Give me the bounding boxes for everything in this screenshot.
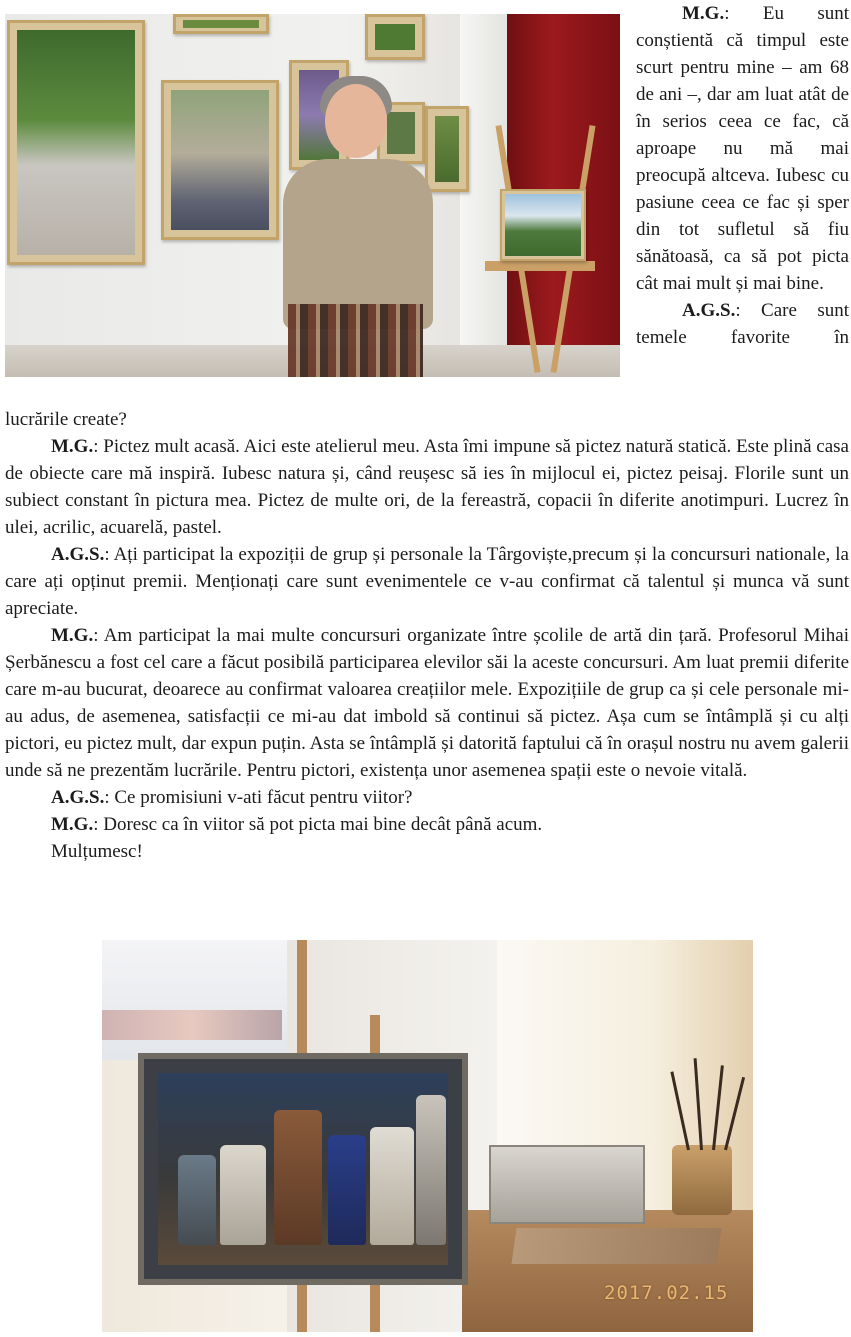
artist-skirt — [288, 304, 423, 377]
paragraph-text: : Pictez mult acasă. Aici este atelierul meu. Asta îmi impune să pictez natură statică. Este plină casa de obiecte care mă inspiră. Iubesc natura și, când reușesc să ies în mijlocul ei, pictez peisaj. Florile sunt un subiect constant în pictura mea. Pictez de multe ori, de la fereastră, copacii în diferite anotimpuri. Lucrez în ulei, acrilic, acuarelă, pastel. — [5, 436, 849, 538]
paint-box — [489, 1145, 645, 1224]
interview-paragraph — [5, 784, 849, 811]
paragraph-ags-question-1 — [636, 297, 849, 351]
painted-blue-bottle — [328, 1135, 366, 1245]
painted-bottle — [178, 1155, 216, 1245]
photo-studio-still-life — [102, 940, 753, 1332]
paragraph-text: : Am participat la mai multe concursuri organizate între școlile de artă din țară. Profesorul Mihai Șerbănescu a fost cel care a făcut posibilă participarea elevilor săi la aceste concursuri. Am luat premii diferite care m-au bucurat, deoarece au confirmat valoarea creațiilor mele. Expozițiile de grup ca și cele personale mi-au adus, de asemenea, satisfacții ce mi-au dat imbold să continui să pictez. Așa cum se întâmplă și cu alți pictori, eu pictez mult, dar expun puțin. Asta se întâmplă și datorită faptului că în orașul nostru nu avem galerii unde să ne prezentăm lucrările. Pentru pictori, existența unor asemenea spații este o nevoie vitală. — [5, 625, 849, 781]
speaker-initials: A.G.S. — [51, 544, 105, 565]
paragraph-text: : Doresc ca în viitor să pot picta mai bine decât până acum. — [93, 814, 543, 835]
easel-tray — [485, 261, 595, 271]
paragraph-text: : Ați participat la expoziții de grup și personale la Târgoviște,precum și la concursuri nationale, la care ați opținut premii. Menționați care sunt evenimentele ce v-au confirmat că talentul și munca vă sunt apreciate. — [5, 544, 849, 619]
speaker-initials: M.G. — [682, 3, 725, 24]
framed-painting-partial — [173, 14, 269, 34]
framed-painting-portrait — [7, 20, 145, 265]
framed-painting-stones — [161, 80, 279, 240]
easel-landscape-painting — [500, 189, 586, 261]
interview-paragraph — [5, 622, 849, 784]
photo-date-stamp: 2017.02.15 — [604, 1282, 729, 1304]
paint-palette — [511, 1228, 721, 1264]
painted-jar — [370, 1127, 414, 1245]
speaker-initials: A.G.S. — [51, 787, 105, 808]
interview-paragraph — [5, 541, 849, 622]
windowsill-objects — [102, 1010, 282, 1040]
painted-vase — [416, 1095, 446, 1245]
studio-window — [102, 940, 292, 1060]
paragraph-text: : Care sunt temele favorite în — [636, 300, 849, 348]
interview-paragraph — [5, 811, 849, 838]
speaker-initials: M.G. — [51, 625, 94, 646]
question-continuation: lucrările create? — [5, 409, 127, 430]
main-text-block — [5, 406, 849, 865]
paragraph-text: Mulțumesc! — [51, 841, 143, 862]
interview-paragraph — [5, 838, 849, 865]
framed-painting-narrow — [425, 106, 469, 192]
photo-artist-in-gallery — [5, 14, 620, 377]
paragraph-text: : Eu sunt conștientă că timpul este scurt pentru mine – am 68 de ani –, dar am luat atât de în serios ceea ce fac, că aproape nu mă mai preocupă altceva. Iubesc cu pasiune ceea ce fac și sper din tot sufletul să fiu sănătoasă, ca să pot picta cât mai mult și mai bine. — [636, 3, 849, 294]
paragraph-mg-answer-1 — [636, 0, 849, 297]
brush-jar — [672, 1145, 732, 1215]
side-column-text — [636, 0, 849, 351]
paragraph-text: : Ce promisiuni v-ati făcut pentru viitor? — [104, 787, 413, 808]
artist-face — [325, 84, 387, 158]
interview-paragraphs — [5, 433, 849, 865]
speaker-initials: M.G. — [51, 814, 94, 835]
speaker-initials: M.G. — [51, 436, 94, 457]
framed-painting-small-top — [365, 14, 425, 60]
still-life-painting-on-easel — [138, 1053, 468, 1285]
speaker-initials: A.G.S. — [682, 300, 736, 321]
interview-paragraph — [5, 433, 849, 541]
painted-bottle — [274, 1110, 322, 1245]
painted-jar — [220, 1145, 266, 1245]
